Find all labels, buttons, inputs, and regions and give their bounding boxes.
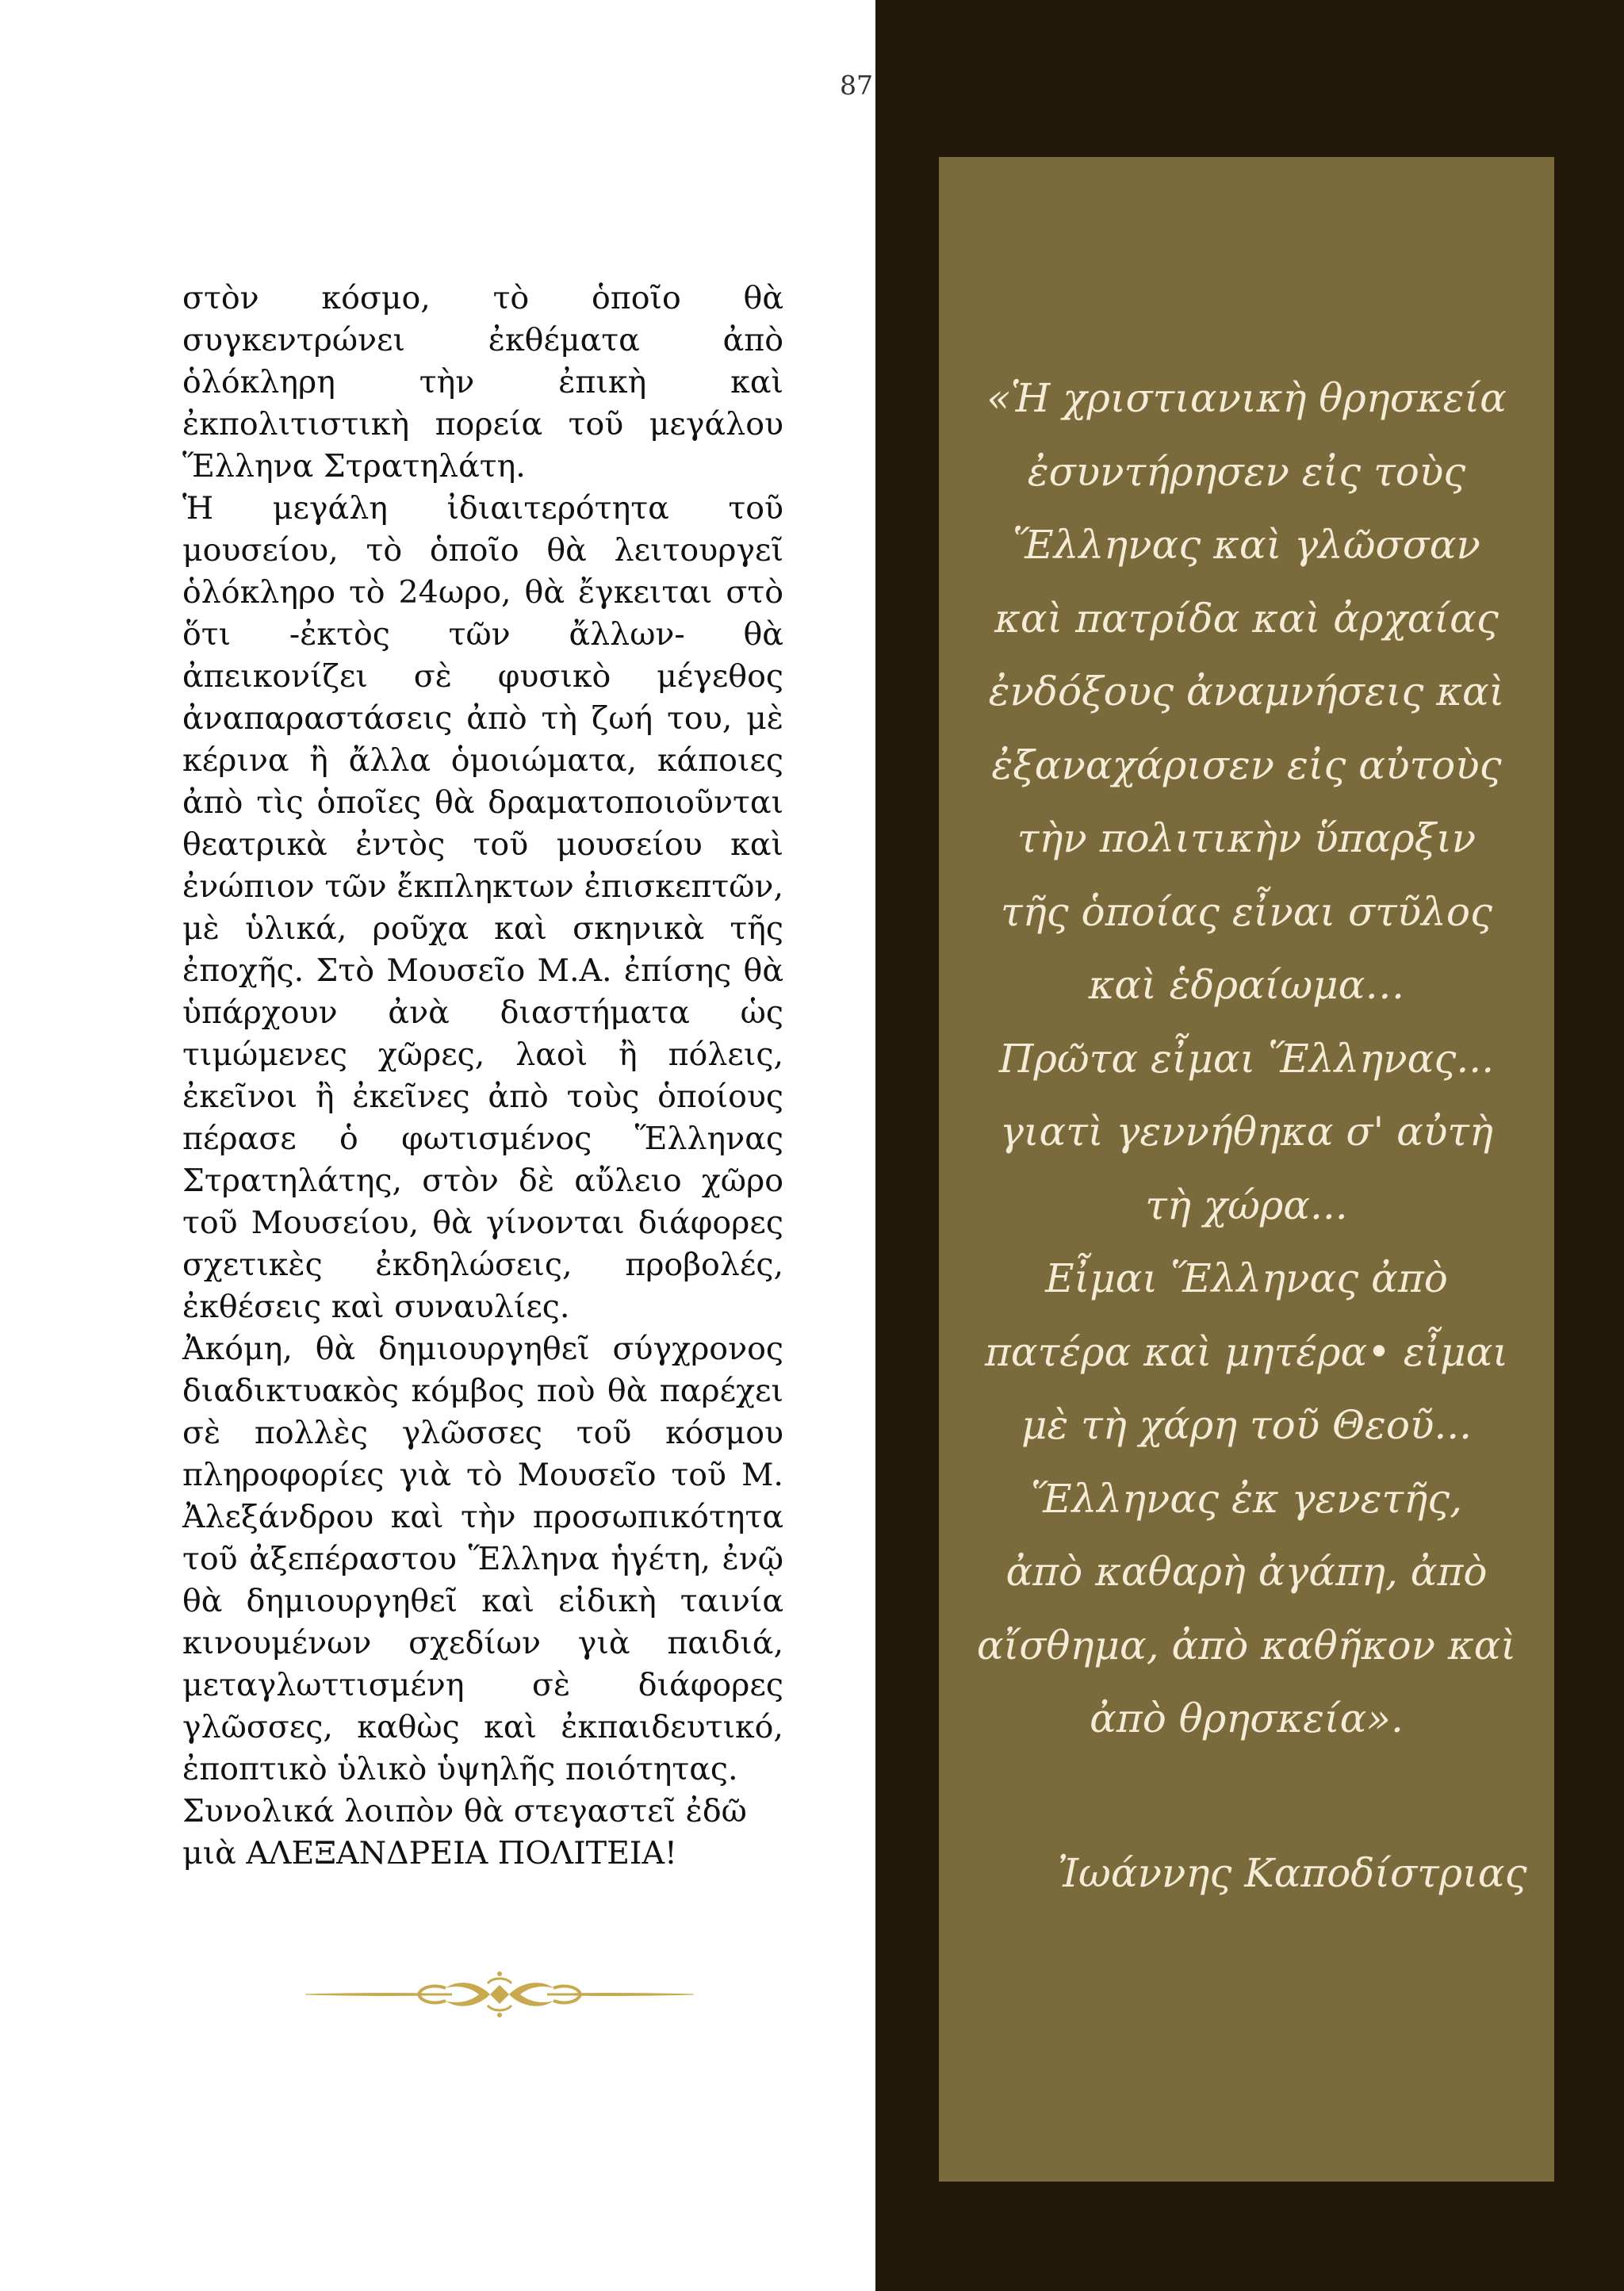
closing-line: μιὰ ΑΛΕΞΑΝΔΡΕΙΑ ΠΟΛΙΤΕΙΑ! xyxy=(182,1835,677,1871)
quote-author: Ἰωάννης Καποδίστριας xyxy=(1058,1850,1527,1896)
quote-line: ἐξαναχάρισεν εἰς αὐτοὺς xyxy=(991,741,1502,788)
quote-line: τὴ χώρα... xyxy=(1145,1182,1348,1228)
quote-line: γιατὶ γεννήθηκα σ' αὐτὴ xyxy=(1000,1109,1493,1155)
quote-line: μὲ τὴ χάρη τοῦ Θεοῦ... xyxy=(1021,1402,1473,1448)
quote-line: τῆς ὁποίας εἶναι στῦλος xyxy=(1001,888,1492,935)
quote-line: Ἕλληνας ἐκ γενετῆς, xyxy=(1030,1475,1463,1522)
quote-line: ἐσυντήρησεν εἰς τοὺς xyxy=(1027,448,1466,495)
body-text xyxy=(182,278,783,1875)
quote-line: ἀπὸ καθαρὴ ἀγάπη, ἀπὸ xyxy=(1005,1549,1488,1595)
quote-line: τὴν πολιτικὴν ὕπαρξιν xyxy=(1017,815,1477,861)
quote-line: Πρῶτα εἶμαι Ἕλληνας... xyxy=(998,1035,1495,1082)
quote-line: Εἶμαι Ἕλληνας ἀπὸ xyxy=(1045,1255,1448,1301)
page-number: 87 xyxy=(840,70,873,101)
quote-line: καὶ πατρίδα καὶ ἀρχαίας xyxy=(994,595,1499,642)
quote-line: «Ἡ χριστιανικὴ θρησκεία xyxy=(986,375,1507,421)
quote-line: καὶ ἑδραίωμα… xyxy=(1088,962,1405,1008)
body-paragraph-4: Συνολικά λοιπὸν θὰ στεγαστεῖ ἐδῶ xyxy=(182,1793,747,1829)
quote-text xyxy=(939,362,1554,1756)
quote-box xyxy=(939,157,1554,2182)
body-paragraph-1: στὸν κόσμο, τὸ ὁποῖο θὰ συγκεντρώνει ἐκθέματα ἀπὸ ὁλόκληρη τὴν ἐπικὴ καὶ ἐκπολιτιστικὴ πορεία τοῦ μεγάλου Ἕλληνα Στρατηλάτη. xyxy=(182,280,783,485)
quote-line: αἴσθημα, ἀπὸ καθῆκον καὶ xyxy=(976,1622,1517,1668)
quote-line: Ἕλληνας καὶ γλῶσσαν xyxy=(1013,522,1480,568)
quote-line: ἐνδόξους ἀναμνήσεις καὶ xyxy=(988,669,1505,715)
body-paragraph-3: Ἀκόμη, θὰ δημιουργηθεῖ σύγχρονος διαδικτυακὸς κόμβος ποὺ θὰ παρέχει σὲ πολλὲς γλῶσσες τοῦ κόσμου πληροφορίες γιὰ τὸ Μουσεῖο τοῦ Μ. Ἀλεξάνδρου καὶ τὴν προσωπικότητα τοῦ ἀξεπέραστου Ἕλληνα ἡγέτη, ἐνῷ θὰ δημιουργηθεῖ καὶ εἰδικὴ ταινία κινουμένων σχεδίων γιὰ παιδιά, μεταγλωττισμένη σὲ διάφορες γλῶσσες, καθὼς καὶ ἐκπαιδευτικό, ἐποπτικὸ ὑλικὸ ὑψηλῆς ποιότητας. xyxy=(182,1331,783,1787)
ornamental-flourish-icon xyxy=(301,1963,698,2026)
body-paragraph-2: Ἡ μεγάλη ἰδιαιτερότητα τοῦ μουσείου, τὸ ὁποῖο θὰ λειτουργεῖ ὁλόκληρο τὸ 24ωρο, θὰ ἔγκειται στὸ ὅτι -ἐκτὸς τῶν ἄλλων- θὰ ἀπεικονίζει σὲ φυσικὸ μέγεθος ἀναπαραστάσεις ἀπὸ τὴ ζωή του, μὲ κέρινα ἢ ἄλλα ὁμοιώματα, κάποιες ἀπὸ τὶς ὁποῖες θὰ δραματοποιοῦνται θεατρικὰ ἐντὸς τοῦ μουσείου καὶ ἐνώπιον τῶν ἔκπληκτων ἐπισκεπτῶν, μὲ ὑλικά, ροῦχα καὶ σκηνικὰ τῆς ἐποχῆς. Στὸ Μουσεῖο Μ.Α. ἐπίσης θὰ ὑπάρχουν ἀνὰ διαστήματα ὡς τιμώμενες χῶρες, λαοὶ ἢ πόλεις, ἐκεῖνοι ἢ ἐκεῖνες ἀπὸ τοὺς ὁποίους πέρασε ὁ φωτισμένος Ἕλληνας Στρατηλάτης, στὸν δὲ αὔλειο χῶρο τοῦ Μουσείου, θὰ γίνονται διάφορες σχετικὲς ἐκδηλώσεις, προβολές, ἐκθέσεις καὶ συναυλίες. xyxy=(182,490,783,1325)
quote-line: ἀπὸ θρησκεία». xyxy=(1090,1695,1404,1741)
quote-line: πατέρα καὶ μητέρα• εἶμαι xyxy=(984,1328,1508,1375)
